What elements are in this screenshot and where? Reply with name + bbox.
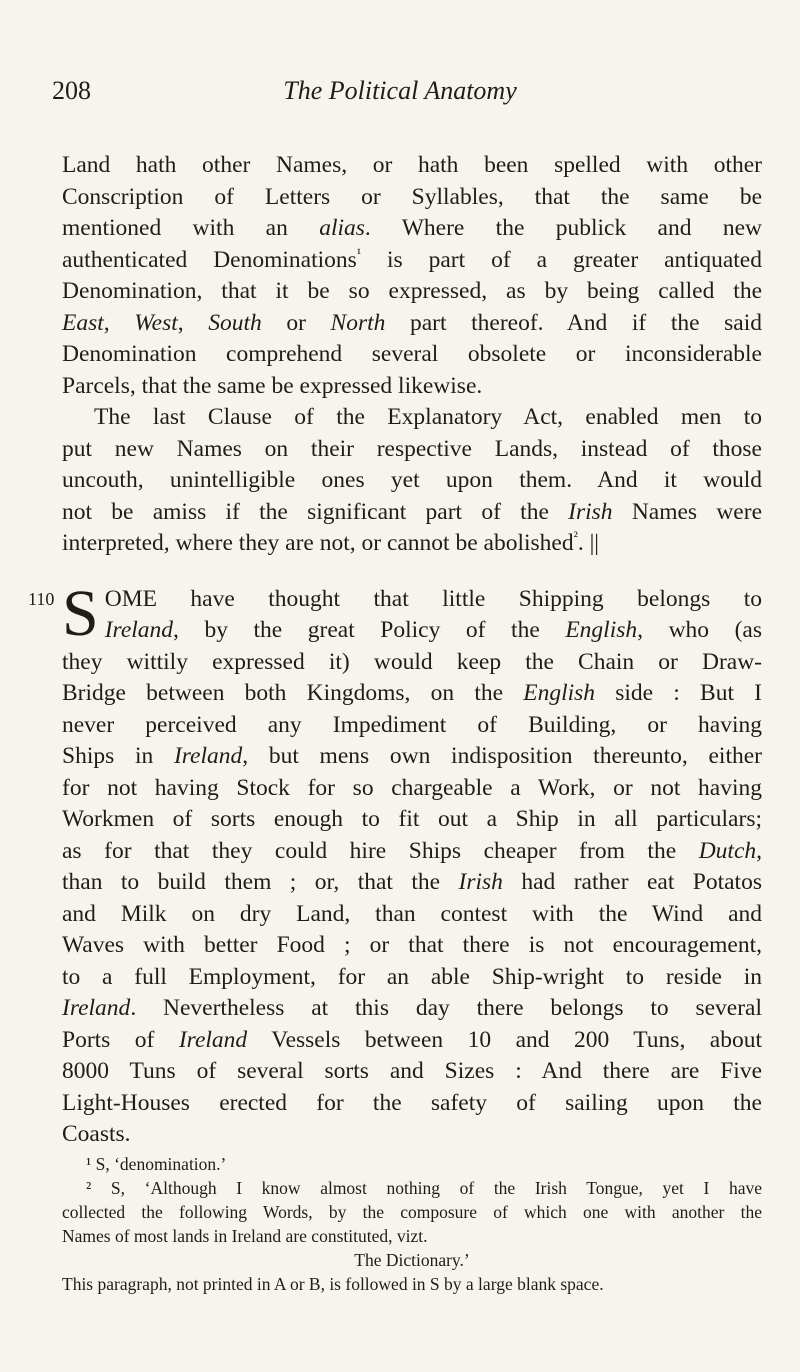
text-line: as for that they could hire Ships cheaper from the Dutch, [62,837,762,864]
text-line: Ships in Ireland, but mens own indisposition thereunto, either [62,743,762,769]
footnote-2-line: Names of most lands in Ireland are constituted, vizt. [62,1226,428,1246]
footnotes [62,1152,762,1296]
text-line: to a full Employment, for an able Ship-wright to reside in [62,963,762,990]
text-line: never perceived any Impediment of Building, or having [62,711,762,738]
text-line: Denomination comprehend several obsolete or inconsiderable [62,341,762,367]
text-line: Waves with better Food ; or that there is not encouragement, [62,932,762,958]
text-line: East, West, South or North part thereof. And if the said [62,309,763,336]
text-line: Bridge between both Kingdoms, on the English side : But I [62,680,762,706]
text-line: interpreted, where they are not, or cannot be abolished$^{^2}$. || [62,529,599,556]
text-line: put new Names on their respective Lands, instead of those [62,435,762,462]
text-line: 8000 Tuns of several sorts and Sizes : And there are Five [62,1058,762,1084]
footnote-2-end: The Dictionary.’ [354,1250,470,1270]
running-title: The Political Anatomy [283,76,517,105]
text-line: The last Clause of the Explanatory Act, enabled men to [94,404,762,430]
text-line: Ireland, by the great Policy of the English, who (as [104,617,762,643]
text-line: uncouth, unintelligible ones yet upon them. And it would [62,467,762,493]
main-text [28,150,763,1151]
text-line: Land hath other Names, or hath been spelled with other [62,152,762,178]
text-line: Coasts. [62,1121,131,1147]
text-line: they wittily expressed it) would keep the Chain or Draw- [62,648,762,675]
section-110 [28,576,762,1151]
drop-cap: S [62,576,99,650]
text-line: OME have thought that little Shipping belongs to [104,585,762,612]
text-line: authenticated Denominations$^{^1}$ is part of a greater antiquated [62,245,762,273]
text-line: Ireland. Nevertheless at this day there belongs to several [62,995,762,1021]
footnote-1: ¹ S, ‘denomination.’ [86,1154,227,1174]
footnote-2-line: collected the following Words, by the composure of which one with another the [62,1202,762,1222]
text-line: for not having Stock for so chargeable a Work, or not having [62,774,762,801]
text-line: not be amiss if the significant part of the Irish Names were [62,498,762,525]
text-line: Parcels, that the same be expressed likewise. [62,372,483,399]
text-line: than to build them ; or, that the Irish had rather eat Potatos [62,869,762,895]
footnote-3: This paragraph, not printed in A or B, is followed in S by a large blank space. [62,1274,604,1294]
page-header [0,76,800,116]
paragraph-1 [62,150,762,402]
page-number: 208 [52,76,91,105]
text-line: Conscription of Letters or Syllables, that the same be [62,183,762,210]
paragraph-2 [62,402,762,560]
text-line: mentioned with an alias. Where the publick and new [62,215,762,241]
section-number: 110 [28,588,55,609]
text-line: Denomination, that it be so expressed, as by being called the [62,278,762,304]
footnote-2-line: ² S, ‘Although I know almost nothing of the Irish Tongue, yet I have [86,1178,762,1198]
text-line: Light-Houses erected for the safety of sailing upon the [62,1089,762,1116]
text-line: and Milk on dry Land, than contest with the Wind and [62,900,762,927]
text-line: Workmen of sorts enough to fit out a Ship in all particulars; [62,806,762,832]
text-line: Ports of Ireland Vessels between 10 and 200 Tuns, about [62,1026,762,1053]
